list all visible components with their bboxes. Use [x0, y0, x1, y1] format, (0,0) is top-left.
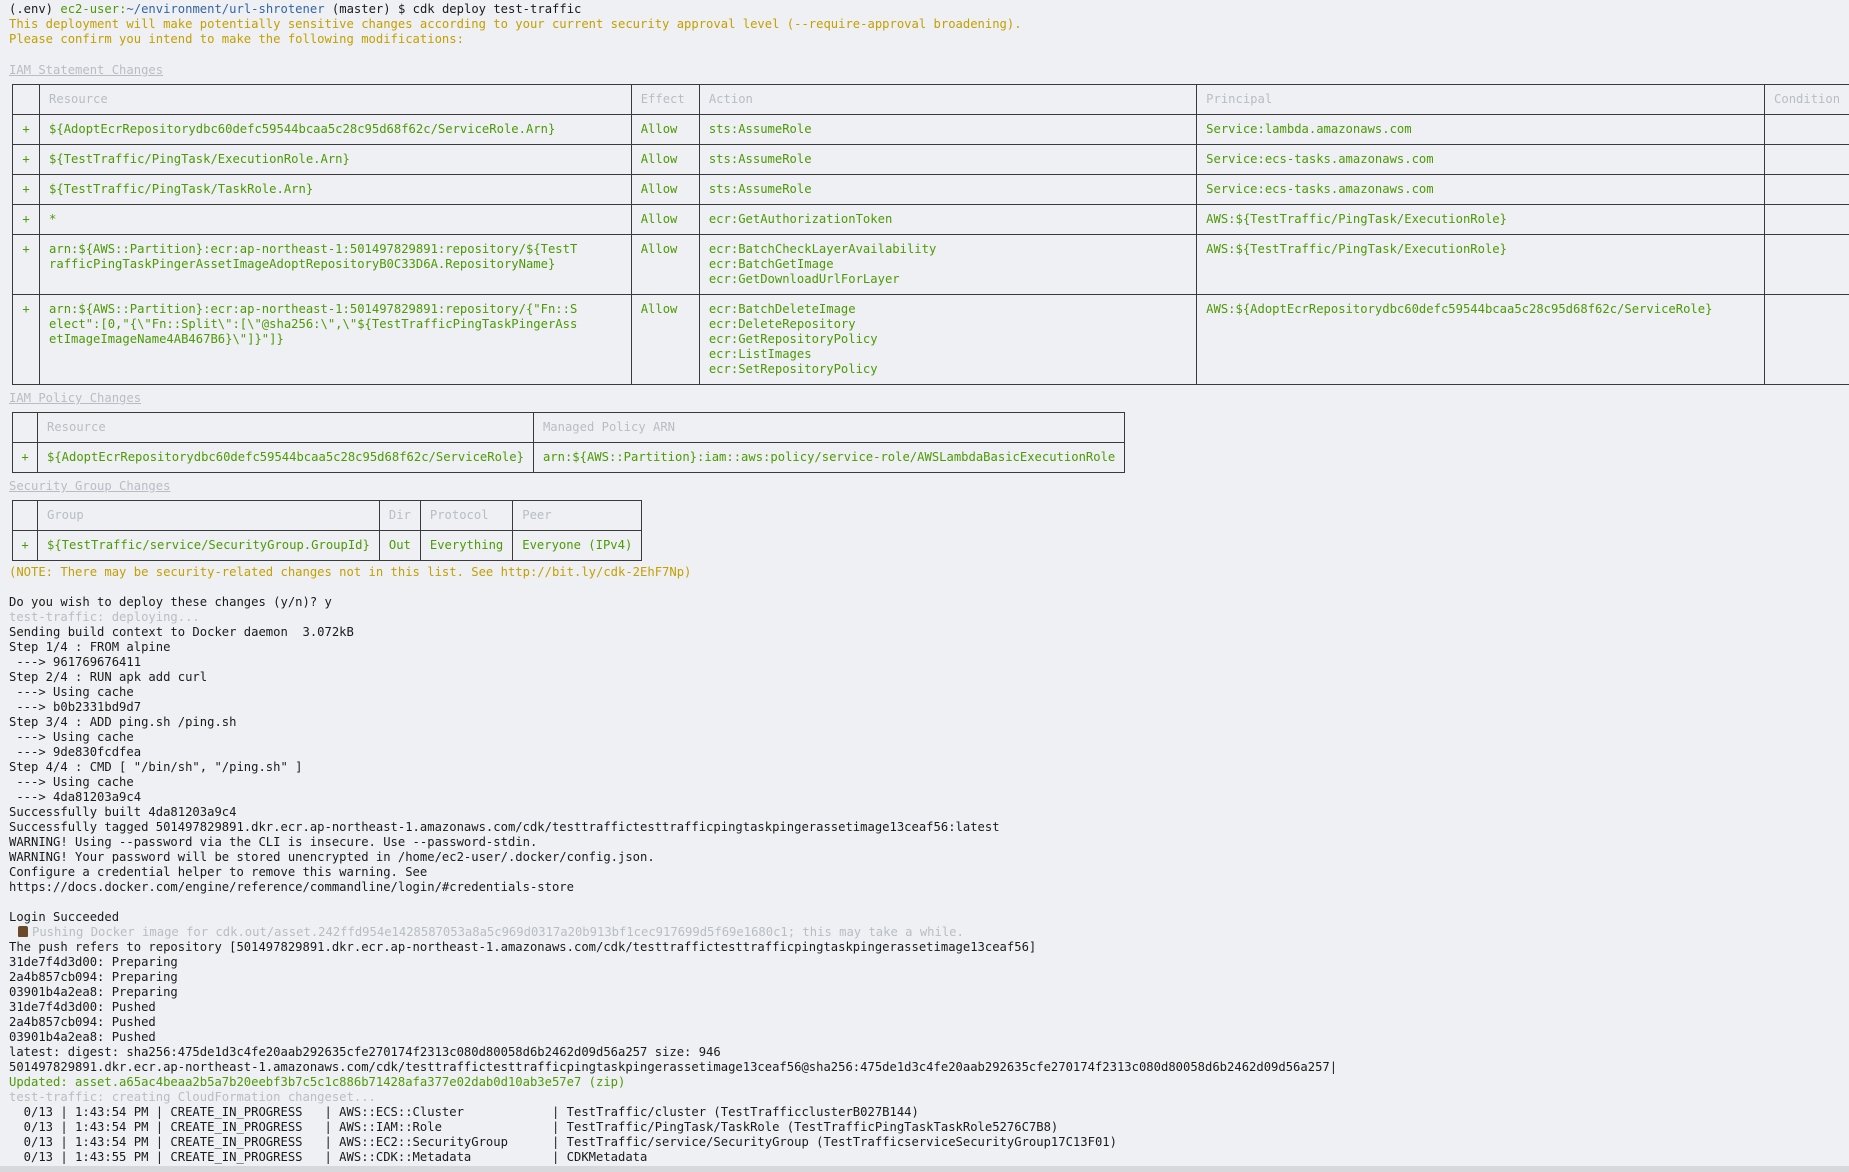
build-line: Step 2/4 : RUN apk add curl: [9, 670, 208, 684]
build-line: WARNING! Using --password via the CLI is insecure. Use --password-stdin.: [9, 835, 538, 849]
iam-statement-changes-title: IAM Statement Changes: [9, 63, 164, 77]
principal-cell: Service:ecs-tasks.amazonaws.com: [1197, 175, 1765, 205]
iam-statement-table: [12, 84, 1849, 385]
col-condition: Condition: [1765, 85, 1849, 115]
deploy-confirm-prompt: Do you wish to deploy these changes (y/n)? y: [9, 595, 332, 609]
col-managed-policy-arn: Managed Policy ARN: [533, 413, 1124, 443]
build-line: ---> 961769676411: [9, 655, 142, 669]
prompt-symbol: $: [397, 2, 406, 16]
change-sign: +: [13, 205, 40, 235]
resource-cell: ${TestTraffic/PingTask/ExecutionRole.Arn}: [40, 145, 632, 175]
login-status: Login Succeeded: [9, 910, 120, 924]
principal-cell: AWS:${TestTraffic/PingTask/ExecutionRole}: [1197, 235, 1765, 295]
table-row: [13, 175, 1849, 205]
iam-policy-changes-title: IAM Policy Changes: [9, 391, 142, 405]
push-line: The push refers to repository [501497829891.dkr.ecr.ap-northeast-1.amazonaws.com/cdk/testtraffictesttrafficpingtaskpingerassetimage13ceaf56]: [9, 940, 1037, 954]
dir-cell: Out: [379, 531, 420, 561]
pushing-status-line: [9, 925, 1844, 940]
table-row: [13, 235, 1849, 295]
col-peer: Peer: [513, 501, 642, 531]
build-line: ---> Using cache: [9, 685, 134, 699]
peer-cell: Everyone (IPv4): [513, 531, 642, 561]
push-line: latest: digest: sha256:475de1d3c4fe20aab292635cfe270174f2313c080d80058d6b2462d09d56a257 size: 946: [9, 1045, 721, 1059]
build-line: Configure a credential helper to remove this warning. See: [9, 865, 428, 879]
build-line: Step 3/4 : ADD ping.sh /ping.sh: [9, 715, 237, 729]
build-line: Step 4/4 : CMD [ "/bin/sh", "/ping.sh" ]: [9, 760, 303, 774]
user-host: ec2-user: [60, 2, 120, 16]
security-note: (NOTE: There may be security-related changes not in this list. See http://bit.ly/cdk-2EhF7Np): [9, 565, 692, 579]
condition-cell: [1765, 145, 1849, 175]
stack-event-row: 0/13 | 1:43:55 PM | CREATE_IN_PROGRESS | AWS::CDK::Metadata | CDKMetadata: [9, 1150, 648, 1164]
protocol-cell: Everything: [420, 531, 512, 561]
principal-cell: AWS:${TestTraffic/PingTask/ExecutionRole}: [1197, 205, 1765, 235]
build-line: ---> Using cache: [9, 730, 134, 744]
condition-cell: [1765, 115, 1849, 145]
change-sign: +: [13, 531, 38, 561]
resource-cell: arn:${AWS::Partition}:ecr:ap-northeast-1:501497829891:repository/{"Fn::S elect":[0,"{\"Fn::Split\":[\"@sha256:\",\"${TestTrafficPingTaskPingerAss etImageImageName4AB467B6}\"]}"]}: [40, 295, 632, 385]
build-line: ---> Using cache: [9, 775, 134, 789]
approval-warning: This deployment will make potentially sensitive changes according to your current security approval level (--require-approval broadening).: [9, 17, 1022, 31]
change-sign: +: [13, 175, 40, 205]
stack-event-row: 0/13 | 1:43:54 PM | CREATE_IN_PROGRESS | AWS::ECS::Cluster | TestTraffic/cluster (TestTrafficclusterB027B144): [9, 1105, 919, 1119]
resource-cell: ${AdoptEcrRepositorydbc60defc59544bcaa5c28c95d68f62c/ServiceRole}: [38, 443, 534, 473]
build-line: Successfully built 4da81203a9c4: [9, 805, 237, 819]
group-cell: ${TestTraffic/service/SecurityGroup.GroupId}: [38, 531, 380, 561]
col-group: Group: [38, 501, 380, 531]
build-line: Sending build context to Docker daemon 3.072kB: [9, 625, 354, 639]
whale-icon: [18, 926, 28, 937]
col-sign: [13, 413, 38, 443]
build-line: https://docs.docker.com/engine/reference/commandline/login/#credentials-store: [9, 880, 574, 894]
build-line: ---> 4da81203a9c4: [9, 790, 142, 804]
action-cell: ecr:BatchDeleteImage ecr:DeleteRepository ecr:GetRepositoryPolicy ecr:ListImages ecr:SetRepositoryPolicy: [699, 295, 1196, 385]
change-sign: +: [13, 235, 40, 295]
change-sign: +: [13, 115, 40, 145]
horizontal-scrollbar[interactable]: [0, 1166, 1849, 1172]
policy-arn-cell: arn:${AWS::Partition}:iam::aws:policy/service-role/AWSLambdaBasicExecutionRole: [533, 443, 1124, 473]
pushing-status: Pushing Docker image for cdk.out/asset.242ffd954e1428587053a8a5c969d0317a20b913bf1cec917699d5f69e1680c1; this may take a while.: [32, 925, 964, 939]
build-line: Step 1/4 : FROM alpine: [9, 640, 171, 654]
effect-cell: Allow: [631, 205, 699, 235]
principal-cell: Service:ecs-tasks.amazonaws.com: [1197, 145, 1765, 175]
condition-cell: [1765, 235, 1849, 295]
col-principal: Principal: [1197, 85, 1765, 115]
security-group-changes-title: Security Group Changes: [9, 479, 171, 493]
resource-cell: arn:${AWS::Partition}:ecr:ap-northeast-1:501497829891:repository/${TestT rafficPingTaskPingerAssetImageAdoptRepositoryB0C33D6A.RepositoryName}: [40, 235, 632, 295]
action-cell: ecr:BatchCheckLayerAvailability ecr:BatchGetImage ecr:GetDownloadUrlForLayer: [699, 235, 1196, 295]
table-row: [13, 115, 1849, 145]
effect-cell: Allow: [631, 175, 699, 205]
condition-cell: [1765, 205, 1849, 235]
effect-cell: Allow: [631, 115, 699, 145]
principal-cell: Service:lambda.amazonaws.com: [1197, 115, 1765, 145]
push-line: 2a4b857cb094: Pushed: [9, 1015, 156, 1029]
table-row: [13, 295, 1849, 385]
build-line: WARNING! Your password will be stored unencrypted in /home/ec2-user/.docker/config.json.: [9, 850, 655, 864]
table-row: [13, 443, 1125, 473]
virtualenv-label: (.env): [9, 2, 54, 16]
col-protocol: Protocol: [420, 501, 512, 531]
iam-policy-table: [12, 412, 1125, 473]
command-text: cdk deploy test-traffic: [412, 2, 582, 16]
push-line: 03901b4a2ea8: Preparing: [9, 985, 178, 999]
col-dir: Dir: [379, 501, 420, 531]
push-line: 31de7f4d3d00: Preparing: [9, 955, 178, 969]
principal-cell: AWS:${AdoptEcrRepositorydbc60defc59544bcaa5c28c95d68f62c/ServiceRole}: [1197, 295, 1765, 385]
push-line: 2a4b857cb094: Preparing: [9, 970, 178, 984]
asset-updated-line: Updated: asset.a65ac4beaa2b5a7b20eebf3b7c5c1c886b71428afa377e02dab0d10ab3e57e7 (zip): [9, 1075, 626, 1089]
resource-cell: ${TestTraffic/PingTask/TaskRole.Arn}: [40, 175, 632, 205]
push-line: 03901b4a2ea8: Pushed: [9, 1030, 156, 1044]
action-cell: sts:AssumeRole: [699, 175, 1196, 205]
terminal-output[interactable]: [9, 2, 1844, 1165]
push-line: 501497829891.dkr.ecr.ap-northeast-1.amazonaws.com/cdk/testtraffictesttrafficpingtaskpingerassetimage13ceaf56@sha256:475de1d3c4fe20aab292635cfe270174f2313c080d80058d6b2462d09d56a257|: [9, 1060, 1338, 1074]
table-header-row: [13, 501, 642, 531]
col-sign: [13, 85, 40, 115]
shell-prompt-line: (.env) ec2-user:~/environment/url-shrotener (master) $ cdk deploy test-traffic: [9, 2, 582, 16]
change-sign: +: [13, 295, 40, 385]
build-line: ---> 9de830fcdfea: [9, 745, 142, 759]
build-line: Successfully tagged 501497829891.dkr.ecr.ap-northeast-1.amazonaws.com/cdk/testtraffictesttrafficpingtaskpingerassetimage13ceaf56:latest: [9, 820, 1000, 834]
git-branch: (master): [331, 2, 391, 16]
effect-cell: Allow: [631, 295, 699, 385]
table-row: [13, 205, 1849, 235]
stack-event-row: 0/13 | 1:43:54 PM | CREATE_IN_PROGRESS | AWS::EC2::SecurityGroup | TestTraffic/service/SecurityGroup (TestTrafficserviceSecurityGroup17C13F01): [9, 1135, 1117, 1149]
effect-cell: Allow: [631, 235, 699, 295]
deploying-status: test-traffic: deploying...: [9, 610, 200, 624]
current-directory: ~/environment/url-shrotener: [126, 2, 325, 16]
action-cell: sts:AssumeRole: [699, 115, 1196, 145]
table-row: [13, 145, 1849, 175]
build-line: ---> b0b2331bd9d7: [9, 700, 142, 714]
effect-cell: Allow: [631, 145, 699, 175]
col-effect: Effect: [631, 85, 699, 115]
col-resource: Resource: [38, 413, 534, 443]
table-header-row: [13, 85, 1849, 115]
change-sign: +: [13, 145, 40, 175]
action-cell: sts:AssumeRole: [699, 145, 1196, 175]
changeset-status: test-traffic: creating CloudFormation changeset...: [9, 1090, 376, 1104]
condition-cell: [1765, 295, 1849, 385]
action-cell: ecr:GetAuthorizationToken: [699, 205, 1196, 235]
resource-cell: *: [40, 205, 632, 235]
resource-cell: ${AdoptEcrRepositorydbc60defc59544bcaa5c28c95d68f62c/ServiceRole.Arn}: [40, 115, 632, 145]
table-header-row: [13, 413, 1125, 443]
stack-event-row: 0/13 | 1:43:54 PM | CREATE_IN_PROGRESS | AWS::IAM::Role | TestTraffic/PingTask/TaskRole (TestTrafficPingTaskTaskRole5276C7B8): [9, 1120, 1059, 1134]
condition-cell: [1765, 175, 1849, 205]
col-action: Action: [699, 85, 1196, 115]
table-row: [13, 531, 642, 561]
security-group-table: [12, 500, 642, 561]
push-line: 31de7f4d3d00: Pushed: [9, 1000, 156, 1014]
confirm-intent-warning: Please confirm you intend to make the following modifications:: [9, 32, 464, 46]
col-sign: [13, 501, 38, 531]
col-resource: Resource: [40, 85, 632, 115]
change-sign: +: [13, 443, 38, 473]
